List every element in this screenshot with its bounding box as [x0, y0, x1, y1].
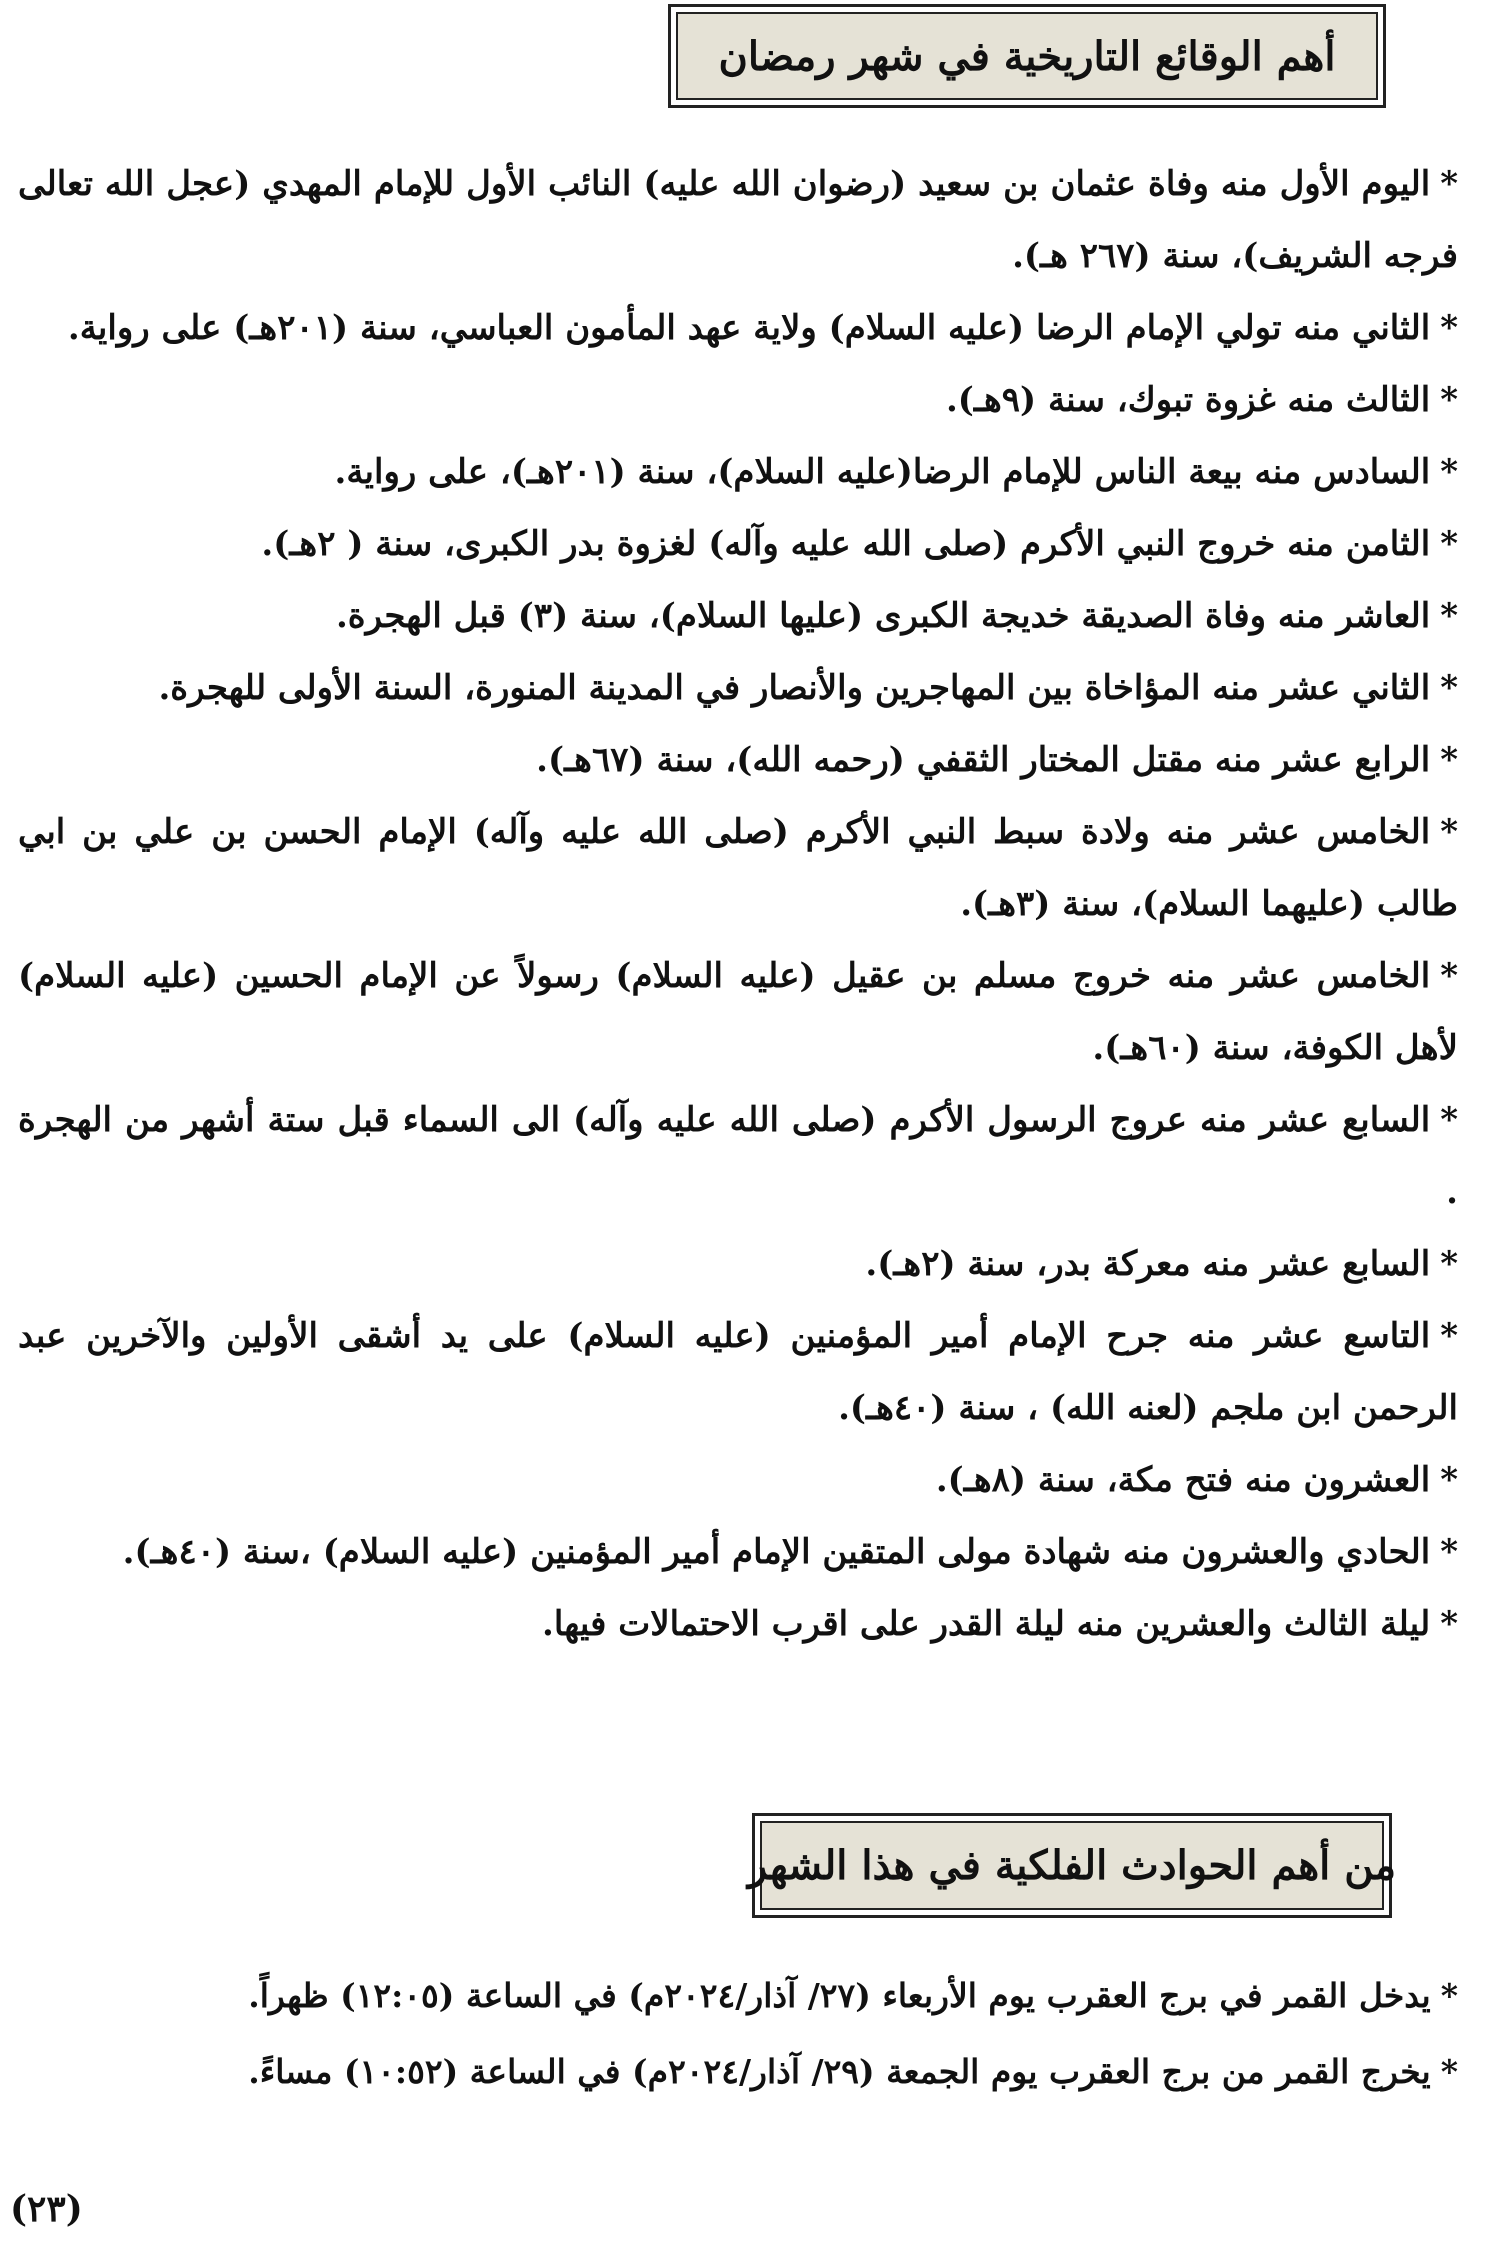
list-item	[18, 364, 1458, 436]
historical-events-list	[18, 148, 1458, 1660]
list-item	[18, 2034, 1458, 2110]
event-text: يدخل القمر في برج العقرب يوم الأربعاء (٢٧/ آذار/٢٠٢٤م) في الساعة (١٢:٠٥) ظهراً.	[248, 1976, 1431, 2015]
bullet-star: *	[1440, 308, 1458, 348]
list-item	[18, 652, 1458, 724]
page-number: (٢٣)	[10, 2188, 83, 2230]
bullet-star: *	[1440, 740, 1458, 780]
list-item	[18, 1588, 1458, 1660]
bullet-star: *	[1440, 596, 1458, 636]
list-item	[18, 580, 1458, 652]
event-text: العاشر منه وفاة الصديقة خديجة الكبرى (عليها السلام)، سنة (٣) قبل الهجرة.	[335, 596, 1431, 636]
list-item	[18, 724, 1458, 796]
event-text: السادس منه بيعة الناس للإمام الرضا(عليه السلام)، سنة (٢٠١هـ)، على رواية.	[334, 452, 1431, 492]
list-item	[18, 1228, 1458, 1300]
event-text: الثاني منه تولي الإمام الرضا (عليه السلام) ولاية عهد المأمون العباسي، سنة (٢٠١هـ) على رواية.	[67, 308, 1431, 348]
list-item	[18, 508, 1458, 580]
list-item	[18, 796, 1458, 940]
list-item	[18, 940, 1458, 1084]
event-text: الخامس عشر منه خروج مسلم بن عقيل (عليه السلام) رسولاً عن الإمام الحسين (عليه السلام) لأهل الكوفة، سنة (٦٠هـ).	[18, 956, 1458, 1068]
event-text: ليلة الثالث والعشرين منه ليلة القدر على اقرب الاحتمالات فيها.	[542, 1604, 1431, 1644]
bullet-star: *	[1440, 452, 1458, 492]
bullet-star: *	[1440, 1604, 1458, 1644]
list-item	[18, 1958, 1458, 2034]
section-title: من أهم الحوادث الفلكية في هذا الشهر	[760, 1821, 1384, 1910]
section-title-box	[668, 4, 1386, 108]
bullet-star: *	[1440, 1460, 1458, 1500]
section-title-box	[747, 1813, 1397, 1918]
event-text: يخرج القمر من برج العقرب يوم الجمعة (٢٩/ آذار/٢٠٢٤م) في الساعة (١٠:٥٢) مساءً.	[248, 2052, 1431, 2091]
list-item	[18, 292, 1458, 364]
event-text: الرابع عشر منه مقتل المختار الثقفي (رحمه الله)، سنة (٦٧هـ).	[536, 740, 1431, 780]
event-text: الخامس عشر منه ولادة سبط النبي الأكرم (صلى الله عليه وآله) الإمام الحسن بن علي بن ابي طالب (عليهما السلام)، سنة (٣هـ).	[18, 812, 1458, 924]
list-item	[18, 1444, 1458, 1516]
bullet-star: *	[1440, 956, 1458, 996]
bullet-star: *	[1440, 524, 1458, 564]
astronomical-events-list	[18, 1958, 1458, 2110]
bullet-star: *	[1440, 380, 1458, 420]
event-text: الحادي والعشرون منه شهادة مولى المتقين الإمام أمير المؤمنين (عليه السلام) ،سنة (٤٠هـ).	[122, 1532, 1431, 1572]
list-item	[18, 1516, 1458, 1588]
event-text: اليوم الأول منه وفاة عثمان بن سعيد (رضوان الله عليه) النائب الأول للإمام المهدي (عجل الله تعالى فرجه الشريف)، سنة (٢٦٧ هـ).	[18, 164, 1458, 276]
bullet-star: *	[1440, 1316, 1458, 1356]
list-item	[18, 1084, 1458, 1228]
list-item	[18, 148, 1458, 292]
bullet-star: *	[1440, 1244, 1458, 1284]
bullet-star: *	[1440, 812, 1458, 852]
bullet-star: *	[1440, 2052, 1458, 2091]
event-text: التاسع عشر منه جرح الإمام أمير المؤمنين (عليه السلام) على يد أشقى الأولين والآخرين عبد الرحمن ابن ملجم (لعنه الله) ، سنة (٤٠هـ).	[18, 1316, 1458, 1428]
list-item	[18, 436, 1458, 508]
bullet-star: *	[1440, 1532, 1458, 1572]
bullet-star: *	[1440, 1976, 1458, 2015]
bullet-star: *	[1440, 668, 1458, 708]
list-item	[18, 1300, 1458, 1444]
bullet-star: *	[1440, 164, 1458, 204]
event-text: الثالث منه غزوة تبوك، سنة (٩هـ).	[945, 380, 1431, 420]
section-title: أهم الوقائع التاريخية في شهر رمضان	[676, 12, 1378, 100]
event-text: السابع عشر منه عروج الرسول الأكرم (صلى الله عليه وآله) الى السماء قبل ستة أشهر من الهجرة .	[18, 1100, 1458, 1212]
event-text: الثامن منه خروج النبي الأكرم (صلى الله عليه وآله) لغزوة بدر الكبرى، سنة ( ٢هـ).	[261, 524, 1431, 564]
bullet-star: *	[1440, 1100, 1458, 1140]
event-text: الثاني عشر منه المؤاخاة بين المهاجرين والأنصار في المدينة المنورة، السنة الأولى للهجرة.	[158, 668, 1431, 708]
event-text: السابع عشر منه معركة بدر، سنة (٢هـ).	[865, 1244, 1431, 1284]
event-text: العشرون منه فتح مكة، سنة (٨هـ).	[935, 1460, 1431, 1500]
